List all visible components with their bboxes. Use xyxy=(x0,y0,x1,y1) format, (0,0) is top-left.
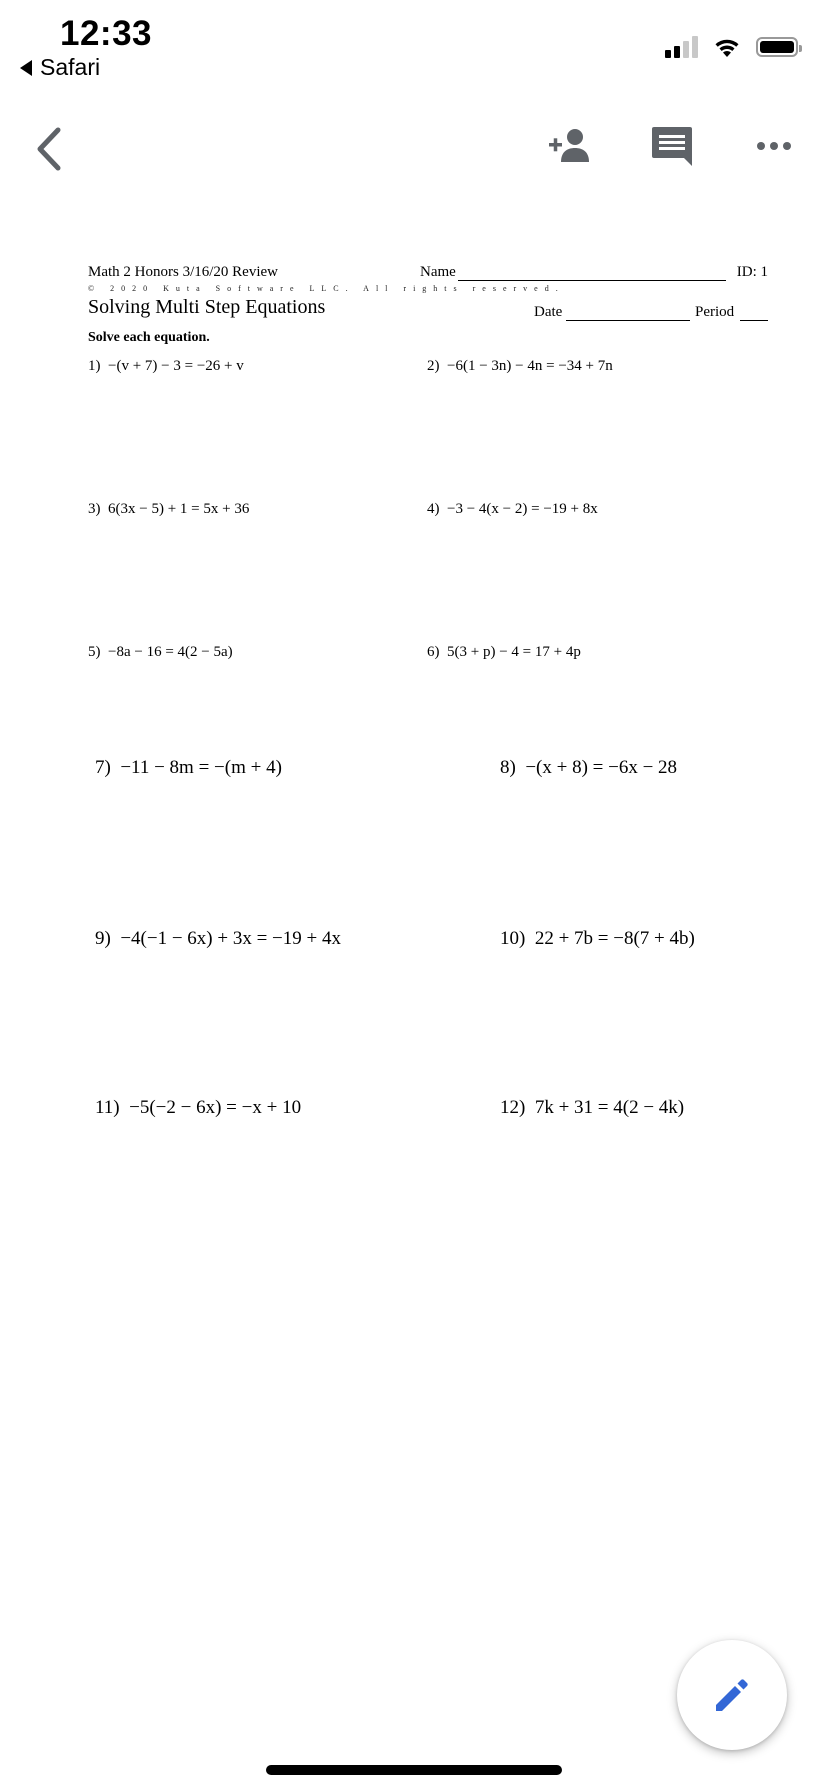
problem-number: 10) xyxy=(500,928,526,949)
problem-4 xyxy=(427,501,598,518)
id-label: ID: 1 xyxy=(736,264,768,280)
problem-3 xyxy=(88,501,249,518)
problem-expression: −(v + 7) − 3 = −26 + v xyxy=(108,358,244,374)
worksheet xyxy=(88,262,768,345)
problem-7 xyxy=(95,757,282,779)
toolbar xyxy=(544,120,800,172)
problem-9 xyxy=(95,928,341,950)
back-to-safari[interactable] xyxy=(20,54,100,81)
back-triangle-icon xyxy=(20,60,32,76)
problem-6 xyxy=(427,644,581,661)
comments-button[interactable] xyxy=(646,120,698,172)
worksheet-header xyxy=(88,262,768,282)
period-label: Period xyxy=(695,304,735,320)
period-line xyxy=(740,320,768,321)
problem-number: 8) xyxy=(500,757,516,778)
edit-pencil-icon xyxy=(712,1675,752,1715)
cellular-signal-icon xyxy=(665,36,698,58)
name-label: Name xyxy=(420,264,456,280)
date-label: Date xyxy=(534,304,563,320)
share-add-person-button[interactable] xyxy=(544,120,596,172)
problem-expression: −4(−1 − 6x) + 3x = −19 + 4x xyxy=(120,928,341,949)
problem-expression: −(x + 8) = −6x − 28 xyxy=(525,757,678,778)
wifi-icon xyxy=(712,36,742,58)
problem-expression: −11 − 8m = −(m + 4) xyxy=(120,757,282,778)
status-time: 12:33 xyxy=(60,14,153,53)
more-options-button[interactable] xyxy=(748,120,800,172)
problem-expression: 6(3x − 5) + 1 = 5x + 36 xyxy=(108,501,250,517)
problem-expression: 5(3 + p) − 4 = 17 + 4p xyxy=(447,644,581,660)
problem-number: 2) xyxy=(427,358,440,374)
battery-icon xyxy=(756,37,798,57)
problem-number: 7) xyxy=(95,757,111,778)
problem-1 xyxy=(88,358,244,375)
problem-11 xyxy=(95,1097,301,1119)
problem-number: 1) xyxy=(88,358,101,374)
problem-number: 4) xyxy=(427,501,440,517)
problem-8 xyxy=(500,757,677,779)
copyright-notice: © 2020 Kuta Software LLC. All rights reserved. xyxy=(88,284,565,293)
worksheet-subject: Solving Multi Step Equations xyxy=(88,296,326,318)
back-chevron-icon xyxy=(30,124,70,174)
problem-number: 12) xyxy=(500,1097,526,1118)
subject-row xyxy=(88,296,768,326)
problem-expression: 7k + 31 = 4(2 − 4k) xyxy=(534,1097,685,1118)
problem-12 xyxy=(500,1097,684,1119)
problem-10 xyxy=(500,928,695,950)
more-icon xyxy=(756,141,792,151)
back-app-label: Safari xyxy=(40,54,101,80)
comment-icon xyxy=(650,124,694,168)
problem-number: 6) xyxy=(427,644,440,660)
problem-expression: −8a − 16 = 4(2 − 5a) xyxy=(108,644,233,660)
problem-expression: −6(1 − 3n) − 4n = −34 + 7n xyxy=(447,358,613,374)
problem-expression: 22 + 7b = −8(7 + 4b) xyxy=(534,928,695,949)
edit-button[interactable] xyxy=(677,1640,787,1750)
back-button[interactable] xyxy=(30,124,70,174)
home-indicator[interactable] xyxy=(266,1765,562,1775)
instructions: Solve each equation. xyxy=(88,330,210,345)
problem-number: 9) xyxy=(95,928,111,949)
name-line xyxy=(458,280,726,281)
date-line xyxy=(566,320,690,321)
problem-expression: −3 − 4(x − 2) = −19 + 8x xyxy=(447,501,598,517)
problem-number: 5) xyxy=(88,644,101,660)
status-indicators xyxy=(665,36,798,58)
problem-number: 3) xyxy=(88,501,101,517)
worksheet-title: Math 2 Honors 3/16/20 Review xyxy=(88,264,278,280)
problem-number: 11) xyxy=(95,1097,120,1118)
problem-2 xyxy=(427,358,613,375)
problem-5 xyxy=(88,644,233,661)
problem-expression: −5(−2 − 6x) = −x + 10 xyxy=(129,1097,302,1118)
add-person-icon xyxy=(545,126,595,166)
